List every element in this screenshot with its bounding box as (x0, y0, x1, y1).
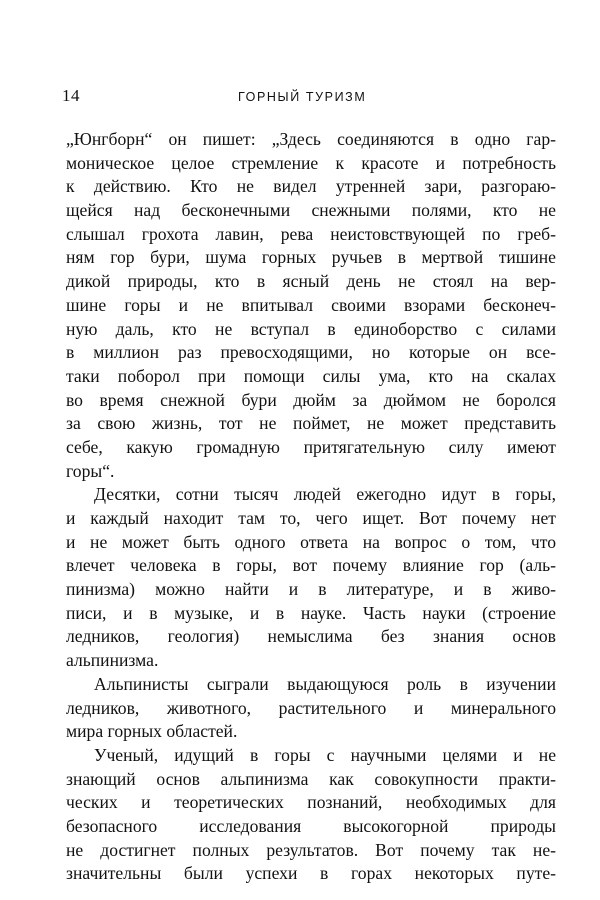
running-title: ГОРНЫЙ ТУРИЗМ (238, 90, 367, 104)
text-line: ную даль, кто не вступал в единоборство с силами (66, 318, 556, 339)
text-line: и каждый находит там то, чего ищет. Вот почему нет (66, 508, 556, 528)
text-line: и не может быть одного ответа на вопрос о том, что (66, 531, 556, 552)
text-line: Альпинисты сыграли выдающуюся роль в изучении (94, 673, 556, 694)
text-line: к действию. Кто не видел утренней зари, разгораю- (66, 176, 556, 197)
body-text (66, 128, 556, 886)
text-line: безопасного исследования высокогорной природы (66, 815, 556, 836)
text-line: Ученый, идущий в горы с научными целями и не (94, 744, 556, 765)
paragraph-1 (66, 128, 556, 483)
text-line: Десятки, сотни тысяч людей ежегодно идут в горы, (94, 484, 556, 505)
text-line: горы“. (66, 460, 115, 481)
text-line: дикой природы, кто в ясный день не стоял на вер- (66, 271, 556, 292)
paragraph-2 (66, 483, 556, 673)
text-line: ческих и теоретических познаний, необходимых для (66, 792, 556, 813)
text-line: моническое целое стремление к красоте и потребность (66, 152, 556, 173)
paragraph-4 (66, 744, 556, 886)
text-line: ледников, геология) немыслима без знания основ (66, 626, 556, 647)
text-line: „Юнгборн“ он пишет: „Здесь соединяются в одно гар- (66, 129, 556, 149)
text-line: влечет человека в горы, вот почему влияние гор (аль- (66, 555, 556, 576)
text-line: в миллион раз превосходящими, но которые он все- (66, 342, 556, 363)
text-line: ледников, животного, растительного и минерального (66, 697, 556, 718)
paragraph-3 (66, 673, 556, 744)
text-line: не достигнет полных результатов. Вот почему так не- (66, 839, 556, 860)
text-line: таки поборол при помощи силы ума, кто на скалах (66, 365, 556, 386)
text-line: ням гор бури, шума горных ручьев в мертвой тишине (66, 247, 556, 268)
text-line: писи, и в музыке, и в науке. Часть науки (строение (66, 602, 556, 623)
text-line: себе, какую громадную притягательную силу имеют (66, 436, 556, 457)
text-line: щейся над бесконечными снежными полями, кто не (66, 200, 556, 221)
page-number: 14 (62, 86, 80, 105)
text-line: за свою жизнь, тот не поймет, не может представить (66, 413, 556, 434)
text-line: пинизма) можно найти и в литературе, и в живо- (66, 579, 556, 600)
text-line: значительны были успехи в горах некоторых путе- (66, 863, 556, 884)
text-line: мира горных областей. (66, 721, 238, 742)
text-line: шине горы и не впитывал своими взорами бесконеч- (66, 294, 556, 315)
text-line: во время снежной бури дюйм за дюймом не боролся (66, 389, 556, 410)
text-line: слышал грохота лавин, рева неистовствующей по греб- (66, 223, 556, 244)
text-line: альпинизма. (66, 650, 159, 671)
text-line: знающий основ альпинизма как совокупности практи- (66, 768, 556, 789)
